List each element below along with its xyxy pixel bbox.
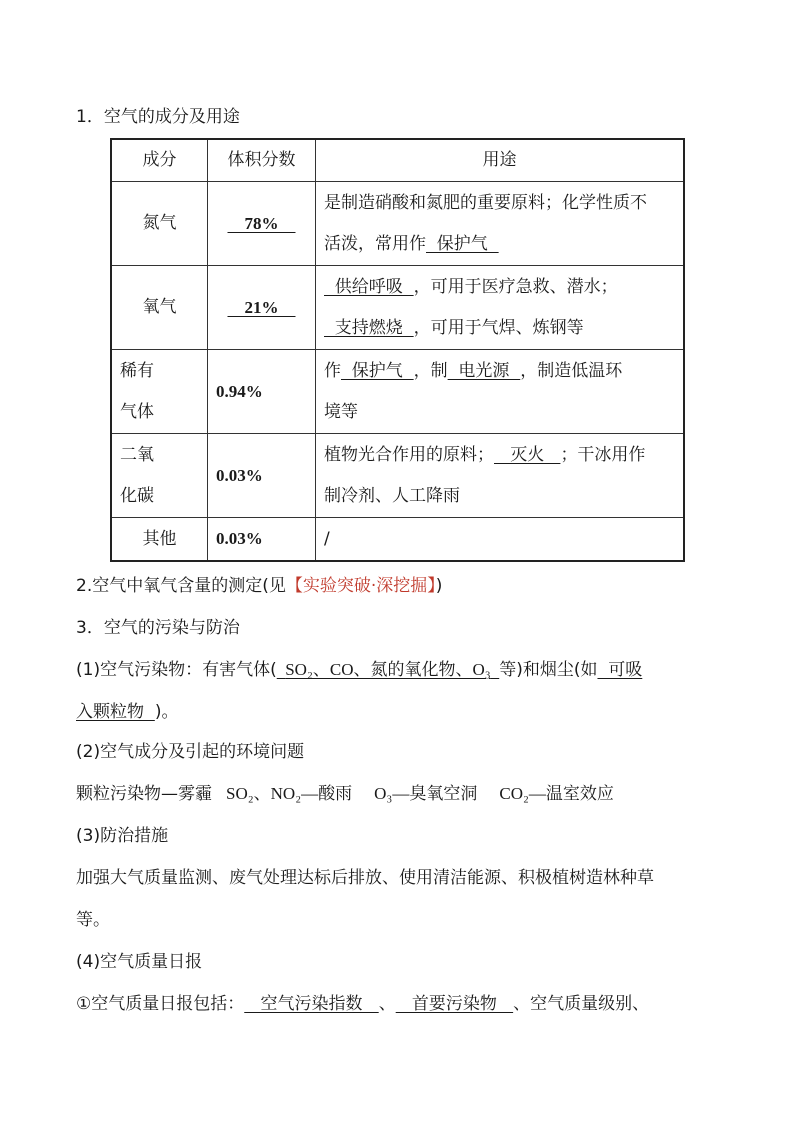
table-row — [111, 266, 684, 350]
pollutants-prefix: (1)空气污染物：有害气体( — [76, 660, 277, 680]
volume-fraction-cell — [208, 266, 316, 350]
component-name-cell — [111, 266, 208, 350]
pollutants-suffix: )。 — [154, 702, 179, 722]
section1-heading: 1．空气的成分及用途 — [76, 107, 240, 127]
table-header-row — [111, 139, 684, 182]
usage-text: 是制造硝酸和氮肥的重要原料；化学性质不 — [324, 192, 647, 213]
env-problems-heading: (2)空气成分及引起的环境问题 — [76, 742, 305, 762]
usage-line — [324, 392, 675, 433]
table-header-cell: 用途 — [316, 139, 685, 182]
answer-blank: 保护气 — [341, 360, 414, 381]
table-row — [111, 434, 684, 518]
section2-text: 2.空气中氧气含量的测定(见 — [76, 576, 286, 596]
table-header-cell: 成分 — [111, 139, 208, 182]
component-name: 稀有 — [120, 360, 154, 381]
answer-blank: 电光源 — [447, 360, 521, 381]
answer-blank: 保护气 — [426, 233, 499, 254]
volume-fraction: 0.03% — [216, 529, 263, 548]
primary-pollutant-blank: 首要污染物 — [395, 994, 514, 1014]
answer-blank: 供给呼吸 — [324, 276, 414, 297]
usage-line — [324, 308, 675, 349]
section3-heading: 3．空气的污染与防治 — [76, 618, 240, 638]
answer-blank: 支持燃烧 — [324, 317, 414, 338]
usage-cell — [316, 434, 685, 518]
volume-fraction: 21% — [244, 297, 279, 317]
usage-text: ；干冰用作 — [560, 444, 646, 465]
usage-text: ，可用于医疗急救、潜水； — [413, 276, 618, 297]
usage-text: 制冷剂、人工降雨 — [324, 485, 460, 506]
usage-line — [324, 351, 675, 392]
component-name: 气体 — [120, 401, 154, 422]
pollutants-line2 — [76, 700, 178, 724]
component-name: 化碳 — [120, 485, 154, 506]
usage-text: 活泼，常用作 — [324, 233, 426, 254]
answer-blank: 灭火 — [494, 444, 561, 465]
usage-text: 境等 — [324, 401, 358, 422]
usage-line — [324, 224, 675, 265]
volume-fraction-cell — [208, 350, 316, 434]
prevention-heading: (3)防治措施 — [76, 826, 169, 846]
component-name: 其他 — [142, 528, 177, 549]
section2-line — [76, 574, 442, 598]
volume-fraction: 0.03% — [216, 465, 263, 485]
volume-fraction: 0.94% — [216, 381, 263, 401]
usage-text: ，制 — [413, 360, 448, 381]
usage-text: 作 — [324, 360, 341, 381]
usage-text: ，可用于气焊、炼钢等 — [413, 317, 584, 338]
dust-blank-part1: 可吸 — [597, 660, 643, 680]
pollutants-mid: 等)和烟尘(如 — [499, 660, 598, 680]
env-item-acid-rain: SO₂、NO₂—酸雨 — [226, 784, 353, 803]
env-item-particulate: 颗粒污染物—雾霾 — [76, 784, 212, 804]
component-name-cell — [111, 518, 208, 562]
table-row — [111, 518, 684, 562]
daily-report-heading: (4)空气质量日报 — [76, 952, 203, 972]
component-name-cell — [111, 434, 208, 518]
table-row — [111, 182, 684, 266]
usage-cell — [316, 266, 685, 350]
harmful-gases-blank — [277, 660, 499, 679]
section2-close: ) — [435, 576, 443, 596]
usage-line — [324, 519, 675, 560]
component-name: 氧气 — [142, 297, 177, 317]
daily-report-line — [76, 992, 649, 1016]
pollutants-line1 — [76, 658, 642, 682]
usage-cell — [316, 350, 685, 434]
usage-line — [324, 267, 675, 308]
harmful-gases-text: SO₂、CO、氮的氧化物、O₃ — [285, 660, 491, 679]
prevention-text-line1: 加强大气质量监测、废气处理达标后排放、使用清洁能源、积极植树造林种草 — [76, 868, 654, 888]
daily-report-suffix: 、空气质量级别、 — [513, 994, 650, 1014]
daily-report-prefix: ①空气质量日报包括： — [76, 994, 245, 1014]
dust-blank-part2: 入颗粒物 — [76, 702, 155, 722]
experiment-link[interactable]: 【实验突破·深挖掘】 — [285, 576, 436, 596]
component-name: 氮气 — [142, 213, 177, 233]
volume-fraction-cell — [208, 182, 316, 266]
usage-line — [324, 476, 675, 517]
volume-fraction-cell — [208, 434, 316, 518]
table-row — [111, 350, 684, 434]
pollution-index-blank: 空气污染指数 — [244, 994, 379, 1014]
volume-fraction: 78% — [244, 213, 279, 233]
air-composition-table — [110, 138, 685, 562]
env-item-ozone: O₃—臭氧空洞 — [374, 784, 478, 803]
component-name: 二氧 — [120, 444, 154, 465]
usage-line — [324, 183, 675, 224]
usage-cell — [316, 518, 685, 562]
usage-line — [324, 435, 675, 476]
table-header-cell: 体积分数 — [208, 139, 316, 182]
prevention-text-line2: 等。 — [76, 910, 110, 930]
env-problems-list — [76, 782, 614, 806]
env-item-greenhouse: CO₂—温室效应 — [499, 784, 614, 803]
component-name-cell — [111, 350, 208, 434]
usage-cell — [316, 182, 685, 266]
daily-report-sep: 、 — [378, 994, 396, 1014]
volume-fraction-cell — [208, 518, 316, 562]
usage-text: 植物光合作用的原料； — [324, 444, 494, 465]
component-name-cell — [111, 182, 208, 266]
usage-text: ，制造低温环 — [520, 360, 623, 381]
usage-text: / — [324, 528, 330, 549]
